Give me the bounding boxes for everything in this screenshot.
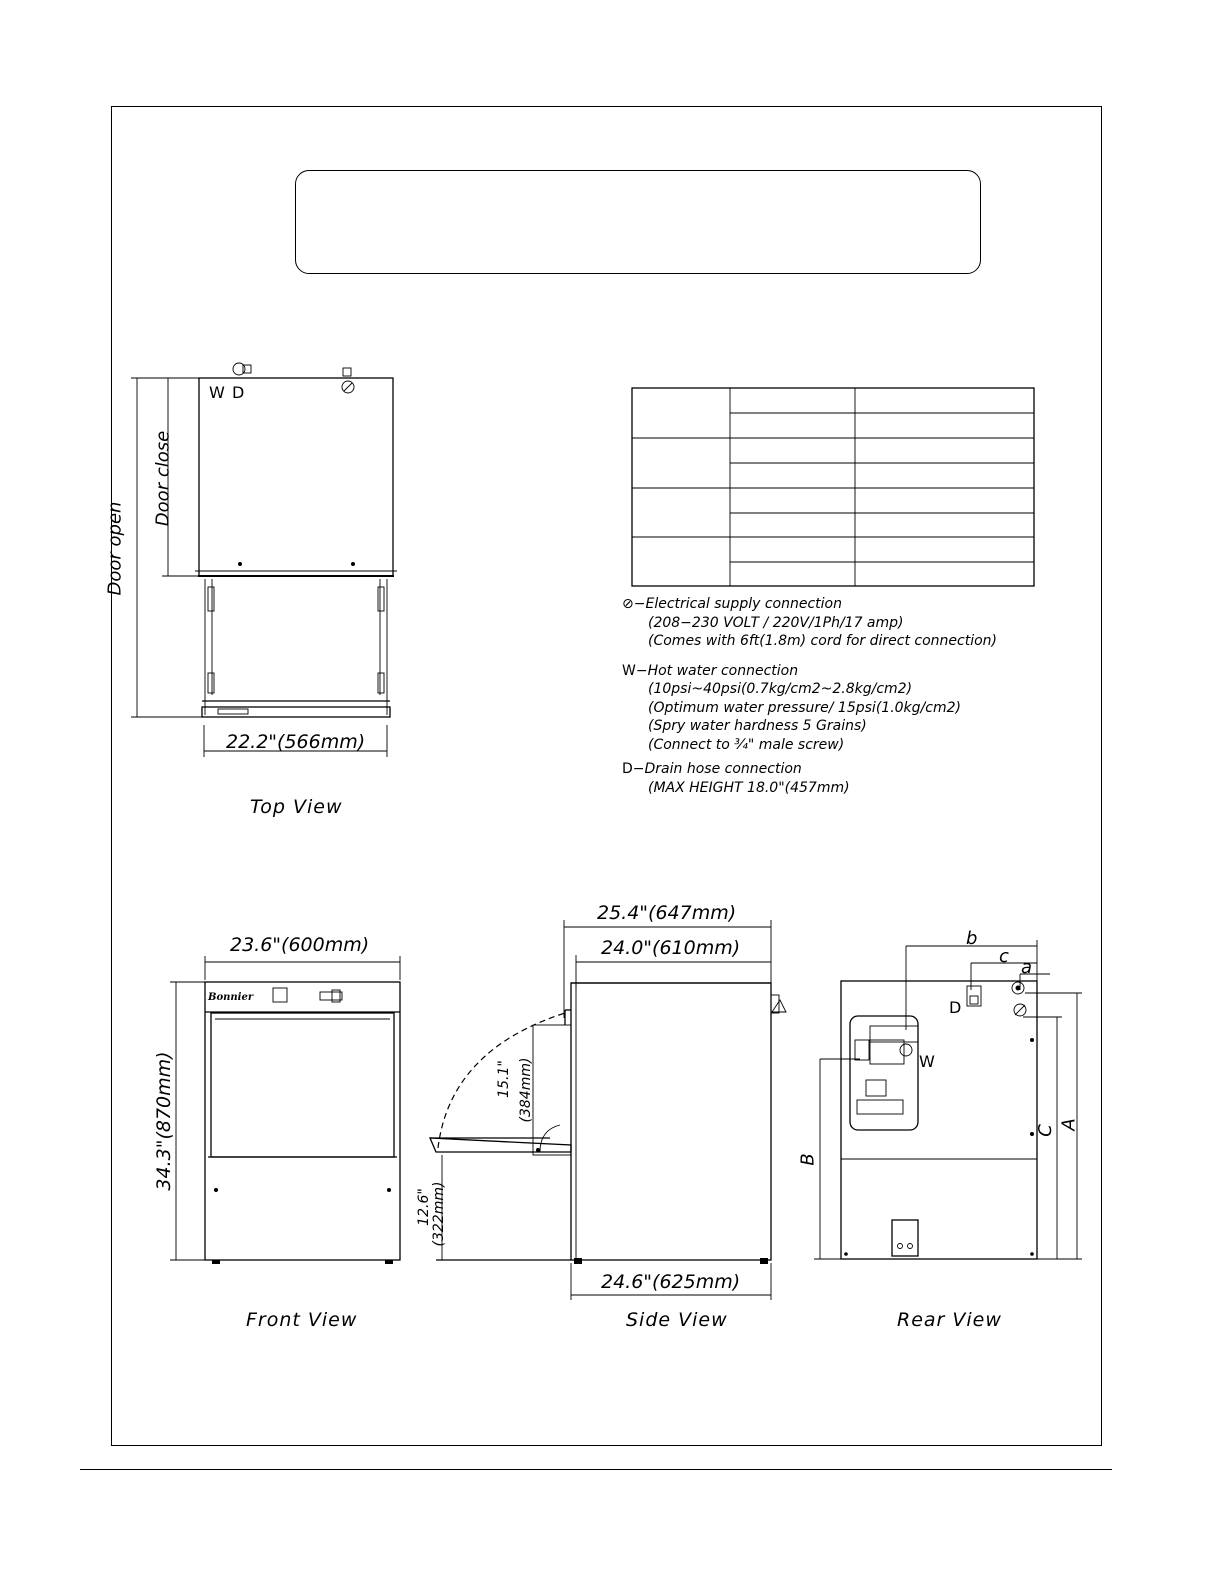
top-view-dim-door-close: Door close bbox=[152, 430, 174, 527]
top-view-label-d: D bbox=[232, 383, 245, 402]
front-view-drawing bbox=[150, 950, 410, 1270]
front-view-brand: Bonnier bbox=[208, 992, 254, 1003]
side-view-dim-opening-mm: (384mm) bbox=[518, 1057, 534, 1123]
legend-water-line: (10psi~40psi(0.7kg/cm2~2.8kg/cm2) bbox=[648, 681, 913, 697]
top-view-label-w: W bbox=[209, 383, 225, 402]
rear-view-label-a: A bbox=[1058, 1118, 1080, 1131]
side-view-drawing bbox=[420, 900, 800, 1305]
spec-table bbox=[630, 386, 1036, 588]
front-view-caption: Front View bbox=[246, 1309, 358, 1331]
top-view-drawing bbox=[100, 355, 420, 825]
legend-water-line: (Spry water hardness 5 Grains) bbox=[648, 718, 867, 734]
rear-view-label-a-small: a bbox=[1021, 957, 1033, 978]
legend bbox=[622, 595, 1082, 797]
legend-water-title: Hot water connection bbox=[647, 662, 799, 679]
rear-view-caption: Rear View bbox=[897, 1309, 1002, 1331]
rear-view-label-c-small: c bbox=[999, 946, 1009, 967]
rear-view-label-w: W bbox=[919, 1052, 935, 1071]
side-view-dim-door-height-mm: (322mm) bbox=[431, 1181, 447, 1247]
rear-view-drawing bbox=[797, 930, 1100, 1270]
front-view-dim-height: 34.3"(870mm) bbox=[153, 1051, 175, 1191]
legend-water-line: (Optimum water pressure/ 15psi(1.0kg/cm2) bbox=[648, 699, 961, 716]
rear-view-label-c: C bbox=[1034, 1124, 1056, 1137]
top-view-caption: Top View bbox=[250, 796, 343, 818]
electrical-symbol-icon: ⊘ bbox=[622, 596, 634, 612]
legend-dash: − bbox=[633, 596, 646, 612]
side-view-dim-top-outer: 25.4"(647mm) bbox=[597, 902, 737, 924]
top-view-dim-width: 22.2"(566mm) bbox=[226, 731, 366, 753]
title-box bbox=[295, 170, 981, 274]
side-view-dim-bottom: 24.6"(625mm) bbox=[601, 1271, 741, 1293]
side-view-caption: Side View bbox=[626, 1309, 728, 1331]
top-view-dim-door-open: Door open bbox=[104, 501, 126, 596]
rear-view-label-b: B bbox=[797, 1153, 819, 1166]
front-view-dim-width: 23.6"(600mm) bbox=[230, 934, 370, 956]
drain-symbol: D bbox=[622, 761, 633, 777]
side-view-dim-door-height: 12.6" bbox=[416, 1188, 432, 1226]
legend-electrical-line: (208−230 VOLT / 220V/1Ph/17 amp) bbox=[648, 614, 904, 631]
legend-electrical-title: Electrical supply connection bbox=[645, 596, 842, 612]
water-symbol: W bbox=[622, 662, 636, 679]
footer-rule bbox=[80, 1469, 1112, 1470]
legend-electrical-line: (Comes with 6ft(1.8m) cord for direct connection) bbox=[648, 633, 997, 649]
legend-drain-line: (MAX HEIGHT 18.0"(457mm) bbox=[648, 779, 850, 796]
legend-water-line: (Connect to ¾" male screw) bbox=[648, 736, 845, 753]
side-view-dim-top-inner: 24.0"(610mm) bbox=[601, 937, 741, 959]
legend-dash: − bbox=[632, 761, 645, 777]
rear-view-label-d: D bbox=[949, 998, 962, 1017]
legend-dash: − bbox=[635, 662, 648, 679]
legend-drain bbox=[622, 760, 1082, 797]
rear-view-label-b-small: b bbox=[966, 928, 978, 949]
legend-electrical bbox=[622, 595, 1082, 651]
legend-water bbox=[622, 662, 1082, 755]
legend-drain-title: Drain hose connection bbox=[644, 761, 802, 777]
side-view-dim-opening: 15.1" bbox=[496, 1060, 512, 1098]
